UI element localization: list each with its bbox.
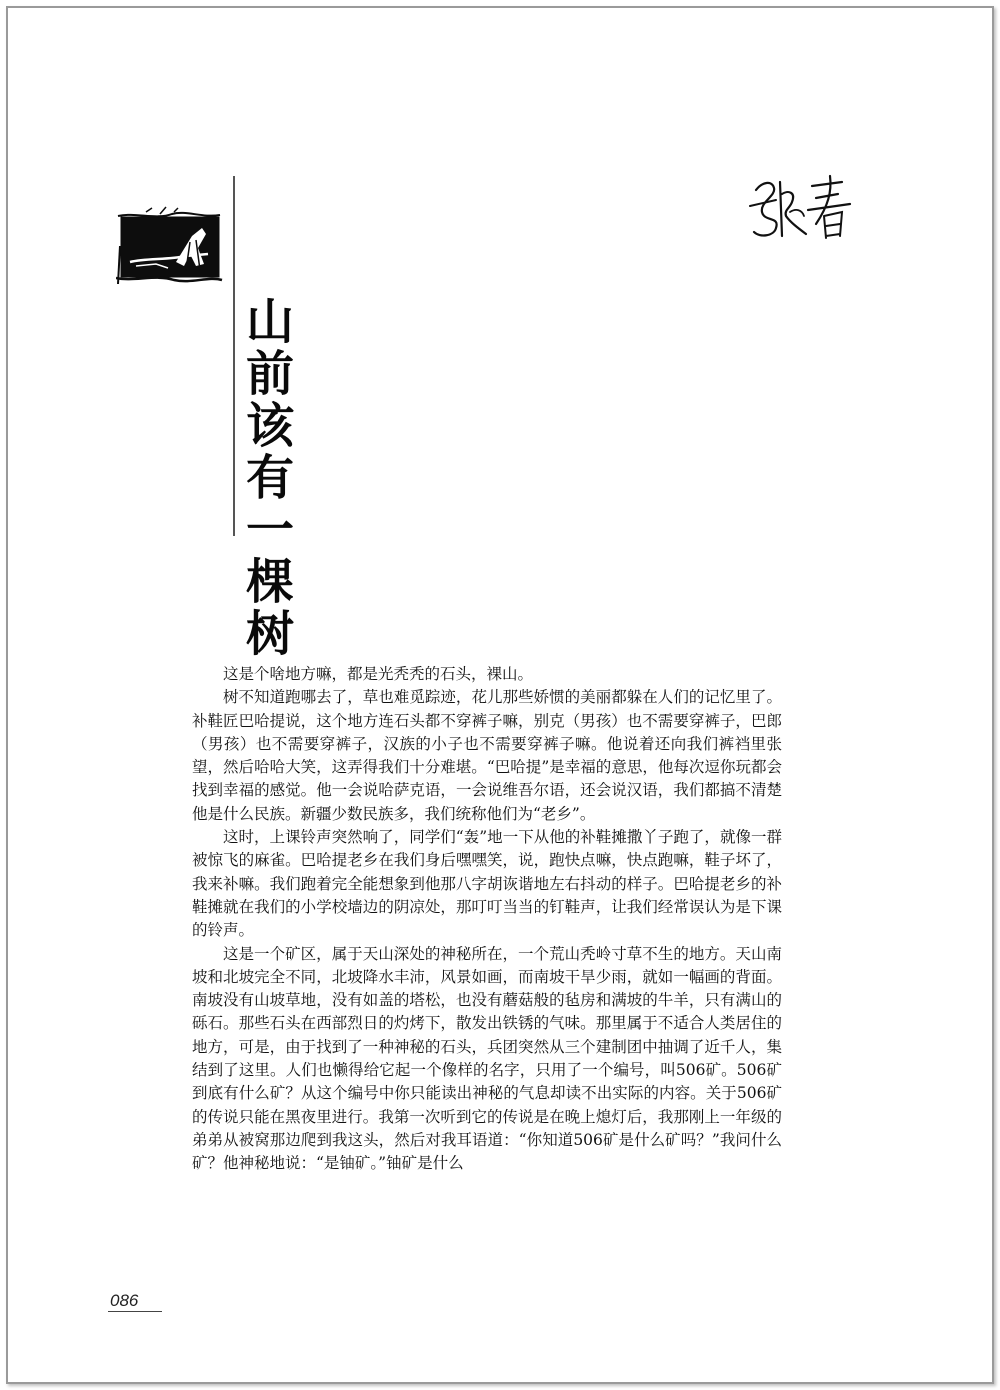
article-title: [240, 296, 300, 660]
paragraph: 这是个啥地方嘛，都是光秃秃的石头，裸山。: [223, 665, 534, 683]
title-char: 有: [245, 450, 294, 506]
title-char: 山: [245, 294, 294, 350]
author-signature: [746, 172, 858, 244]
title-char: 该: [245, 398, 294, 454]
paragraph: 这是一个矿区，属于天山深处的神秘所在，一个荒山秃岭寸草不生的地方。天山南坡和北坡完全不同，北坡降水丰沛，风景如画，而南坡干旱少雨，就如一幅画的背面。南坡没有山坡草地，没有如盖的塔松，也没有蘑菇般的毡房和满坡的牛羊，只有满山的砾石。那些石头在西部烈日的灼烤下，散发出铁锈的气味。那里属于不适合人类居住的地方，可是，由于找到了一种神秘的石头，兵团突然从三个建制团中抽调了近千人，集结到了这里。人们也懒得给它起一个像样的名字，只用了一个编号，叫506矿。506矿到底有什么矿？从这个编号中你只能读出神秘的气息却读不出实际的内容。关于506矿的传说只能在黑夜里进行。我第一次听到它的传说是在晚上熄灯后，我那刚上一年级的弟弟从被窝那边爬到我这头，然后对我耳语道：“你知道506矿是什么矿吗？”我问什么矿？他神秘地说：“是铀矿。”铀矿是什么: [192, 944, 782, 1173]
title-char: 棵: [245, 554, 294, 610]
page: [6, 6, 994, 1384]
paragraph: 树不知道跑哪去了，草也难觅踪迹，花儿那些娇惯的美丽都躲在人们的记忆里了。补鞋匠巴哈提说，这个地方连石头都不穿裤子嘛，别克（男孩）也不需要穿裤子，巴郎（男孩）也不需要穿裤子，汉族的小子也不需要穿裤子嘛。他说着还向我们裤裆里张望，然后哈哈大笑，这弄得我们十分难堪。“巴哈提”是幸福的意思，他每次逗你玩都会找到幸福的感觉。他一会说哈萨克语，一会说维吾尔语，还会说汉语，我们都搞不清楚他是什么民族。新疆少数民族多，我们统称他们为“老乡”。: [192, 688, 782, 823]
article-body: [192, 663, 782, 1176]
title-divider: [233, 176, 235, 536]
title-char: 树: [245, 606, 294, 662]
decorative-emblem-icon: [116, 206, 224, 286]
page-number-underline: [108, 1311, 162, 1312]
paragraph: 这时，上课铃声突然响了，同学们“轰”地一下从他的补鞋摊撒丫子跑了，就像一群被惊飞的麻雀。巴哈提老乡在我们身后嘿嘿笑，说，跑快点嘛，快点跑嘛，鞋子坏了，我来补嘛。我们跑着完全能想象到他那八字胡诙谐地左右抖动的样子。巴哈提老乡的补鞋摊就在我们的小学校墙边的阴凉处，那叮叮当当的钉鞋声，让我们经常误认为是下课的铃声。: [192, 828, 782, 940]
page-number: 086: [110, 1291, 139, 1310]
title-char: 一: [245, 502, 294, 558]
title-char: 前: [245, 346, 294, 402]
